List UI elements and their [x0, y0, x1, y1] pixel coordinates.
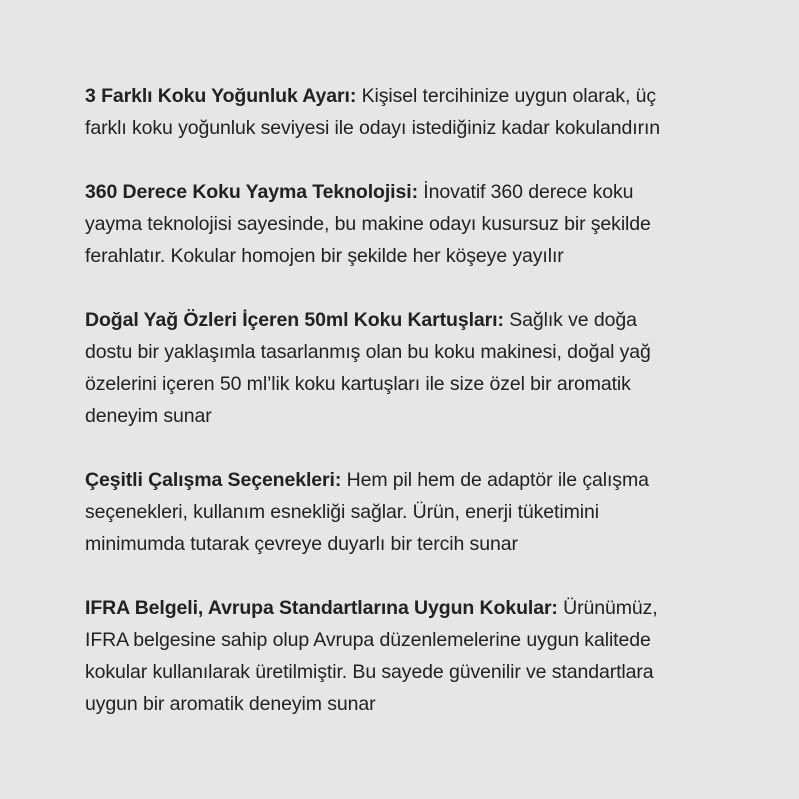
- feature-title: Doğal Yağ Özleri İçeren 50ml Koku Kartuşları:: [85, 309, 504, 331]
- feature-text: Sağlık ve doğa: [509, 309, 637, 331]
- feature-text: kokular kullanılarak üretilmiştir. Bu sayede güvenilir ve standartlara: [85, 661, 654, 683]
- feature-text: ferahlatır. Kokular homojen bir şekilde her köşeye yayılır: [85, 245, 564, 267]
- feature-list: [85, 80, 735, 752]
- feature-text: deneyim sunar: [85, 405, 212, 427]
- feature-text: Ürünümüz,: [563, 597, 658, 619]
- feature-360-diffusion: [85, 176, 735, 272]
- feature-title: IFRA Belgeli, Avrupa Standartlarına Uygun Kokular:: [85, 597, 558, 619]
- feature-text: dostu bir yaklaşımla tasarlanmış olan bu koku makinesi, doğal yağ: [85, 341, 651, 363]
- feature-power-options: [85, 464, 735, 560]
- feature-title: 360 Derece Koku Yayma Teknolojisi:: [85, 181, 418, 203]
- feature-text: Kişisel tercihinize uygun olarak, üç: [361, 85, 657, 107]
- feature-ifra-certified: [85, 592, 735, 720]
- feature-text: minimumda tutarak çevreye duyarlı bir tercih sunar: [85, 533, 518, 555]
- feature-text: Hem pil hem de adaptör ile çalışma: [346, 469, 649, 491]
- feature-text: İnovatif 360 derece koku: [423, 181, 634, 203]
- feature-scent-intensity: [85, 80, 735, 144]
- feature-text: seçenekleri, kullanım esnekliği sağlar. Ürün, enerji tüketimini: [85, 501, 599, 523]
- feature-text: yayma teknolojisi sayesinde, bu makine odayı kusursuz bir şekilde: [85, 213, 651, 235]
- feature-natural-oil-cartridges: [85, 304, 735, 432]
- feature-title: Çeşitli Çalışma Seçenekleri:: [85, 469, 342, 491]
- feature-text: özelerini içeren 50 ml’lik koku kartuşları ile size özel bir aromatik: [85, 373, 631, 395]
- feature-text: uygun bir aromatik deneyim sunar: [85, 693, 376, 715]
- feature-title: 3 Farklı Koku Yoğunluk Ayarı:: [85, 85, 357, 107]
- feature-text: IFRA belgesine sahip olup Avrupa düzenlemelerine uygun kalitede: [85, 629, 651, 651]
- feature-text: farklı koku yoğunluk seviyesi ile odayı istediğiniz kadar kokulandırın: [85, 117, 661, 139]
